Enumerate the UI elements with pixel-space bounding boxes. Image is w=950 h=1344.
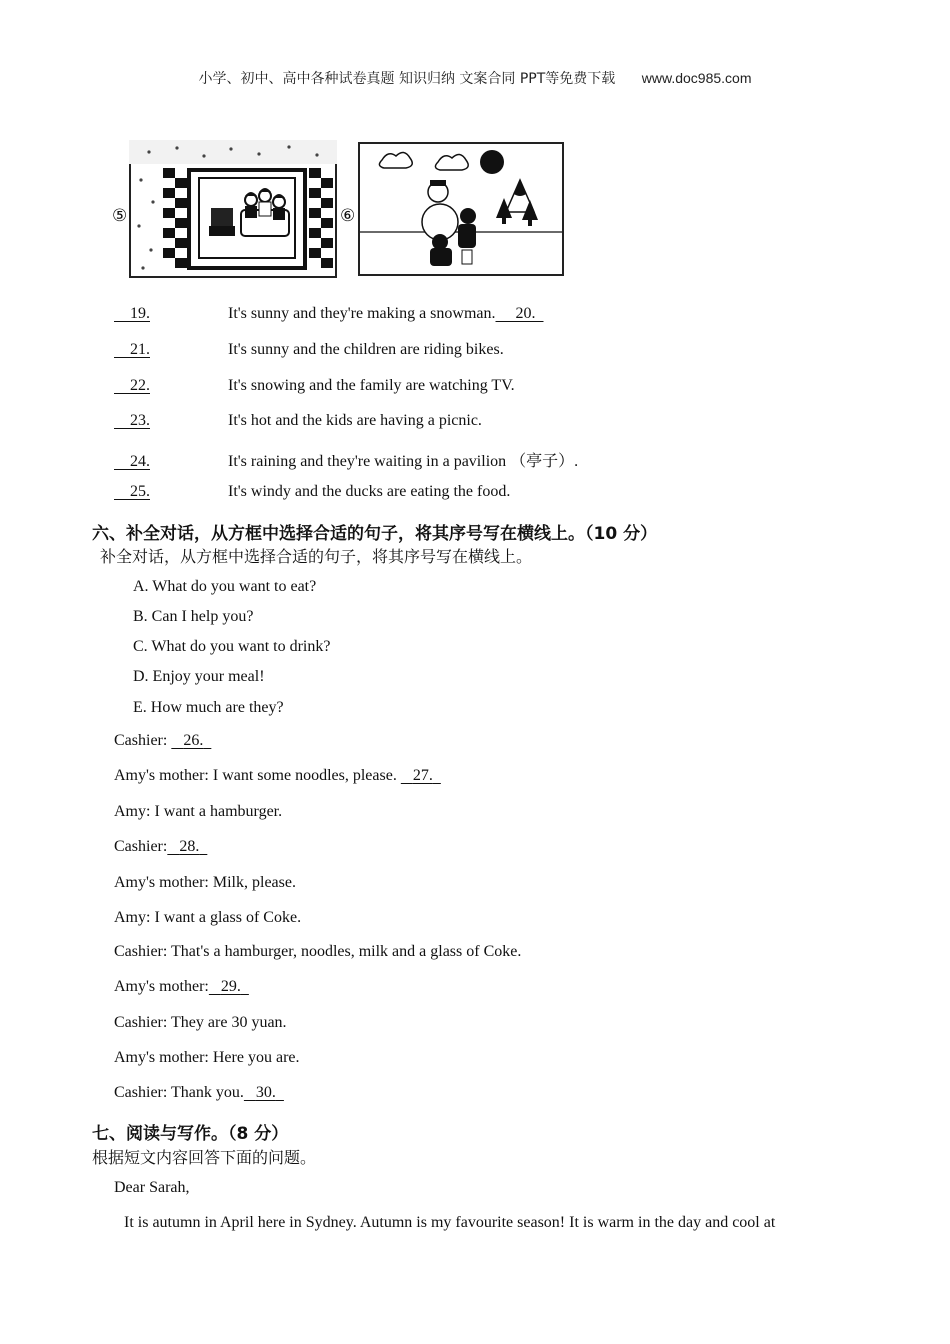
answer-blank[interactable]: 25. bbox=[130, 483, 150, 500]
section-7-instruction: 根据短文内容回答下面的问题。 bbox=[92, 1148, 317, 1167]
answer-blank[interactable]: 27. bbox=[412, 767, 433, 784]
dialogue-line: Amy: I want a hamburger. bbox=[114, 803, 283, 820]
answer-blank[interactable]: 22. bbox=[130, 377, 150, 394]
page-header bbox=[0, 68, 950, 88]
dialogue-line: Cashier: They are 30 yuan. bbox=[114, 1014, 287, 1031]
section-6-heading: 六、补全对话，从方框中选择合适的句子，将其序号写在横线上。（10 分） bbox=[92, 524, 658, 544]
picture-number-5: ⑤ bbox=[112, 206, 128, 226]
answer-blank[interactable]: 24. bbox=[130, 453, 150, 470]
answer-blank[interactable]: 26. bbox=[183, 732, 204, 749]
answer-blank[interactable]: 30. bbox=[255, 1084, 276, 1101]
picture-number-6: ⑥ bbox=[340, 206, 356, 226]
answer-blank[interactable]: 28. bbox=[179, 838, 200, 855]
answer-blank[interactable]: 29. bbox=[220, 978, 241, 995]
section-7-heading: 七、阅读与写作。（8 分） bbox=[92, 1124, 289, 1144]
option-item: B. Can I help you? bbox=[133, 608, 254, 625]
answer-blank[interactable]: 20. bbox=[515, 305, 536, 322]
letter-salutation: Dear Sarah, bbox=[114, 1179, 190, 1196]
dialogue-line: Amy's mother: Here you are. bbox=[114, 1049, 300, 1066]
answer-blank[interactable]: 23. bbox=[130, 412, 150, 429]
matching-item: 25. It's windy and the ducks are eating the food. bbox=[114, 483, 510, 501]
dialogue-line: Cashier: 28. bbox=[114, 838, 207, 856]
matching-item: 22. It's snowing and the family are watching TV. bbox=[114, 377, 515, 395]
dialogue-line: Cashier: Thank you. 30. bbox=[114, 1084, 284, 1102]
matching-item: 19. It's sunny and they're making a snowman. 20. bbox=[114, 305, 544, 323]
answer-blank[interactable]: 19. bbox=[130, 305, 150, 322]
header-text: 小学、初中、高中各种试卷真题 知识归纳 文案合同 PPT等免费下载 bbox=[198, 71, 616, 87]
dialogue-line: Cashier: That's a hamburger, noodles, milk and a glass of Coke. bbox=[114, 943, 522, 960]
matching-item: 24. It's raining and they're waiting in a pavilion （亭子）. bbox=[114, 448, 578, 471]
matching-item: 21. It's sunny and the children are riding bikes. bbox=[114, 341, 504, 359]
option-item: C. What do you want to drink? bbox=[133, 638, 331, 655]
dialogue-line: Amy's mother: I want some noodles, please. 27. bbox=[114, 767, 441, 785]
dialogue-line: Amy: I want a glass of Coke. bbox=[114, 909, 302, 926]
header-url: www.doc985.com bbox=[641, 70, 752, 86]
dialogue-line: Cashier: 26. bbox=[114, 732, 211, 750]
dialogue-line: Amy's mother: 29. bbox=[114, 978, 249, 996]
answer-blank[interactable]: 21. bbox=[130, 341, 150, 358]
section-6-instruction: 补全对话，从方框中选择合适的句子，将其序号写在横线上。 bbox=[100, 547, 533, 566]
option-item: E. How much are they? bbox=[133, 699, 284, 716]
picture-making-snowman bbox=[358, 140, 564, 278]
letter-paragraph: It is autumn in April here in Sydney. Autumn is my favourite season! It is warm in the day and cool at bbox=[124, 1214, 776, 1231]
dialogue-line: Amy's mother: Milk, please. bbox=[114, 874, 296, 891]
matching-item: 23. It's hot and the kids are having a picnic. bbox=[114, 412, 482, 430]
picture-family-watching-tv bbox=[129, 140, 337, 278]
option-item: A. What do you want to eat? bbox=[133, 578, 317, 595]
option-item: D. Enjoy your meal! bbox=[133, 668, 265, 685]
